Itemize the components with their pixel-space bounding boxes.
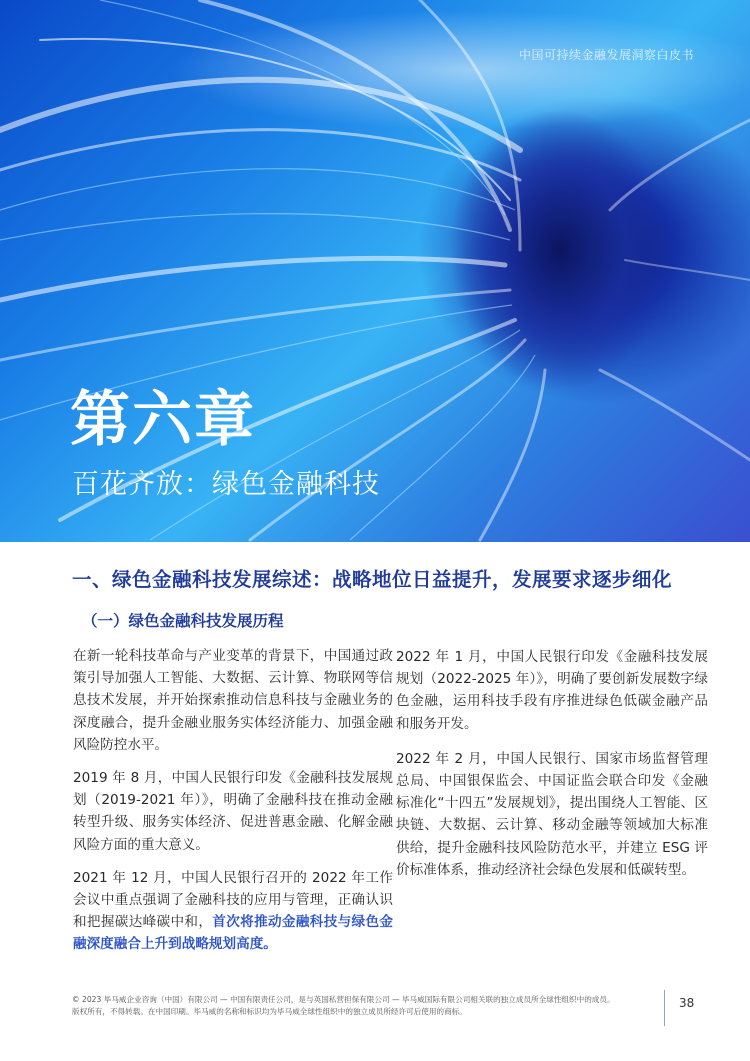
paragraph: 2022 年 1 月，中国人民银行印发《金融科技发展规划（2022-2025 年）》，明确了要创新发展数字绿色金融，运用科技手段有序推进绿色低碳金融产品和服务开发。 xyxy=(396,649,708,732)
highlighted-text: 首次将推动金融科技与绿色金融深度融合上升到战略规划高度。 xyxy=(73,914,394,953)
chapter-subtitle: 百花齐放：绿色金融科技 xyxy=(72,469,380,500)
paragraph xyxy=(73,867,393,956)
footer-divider xyxy=(664,990,665,1026)
left-column xyxy=(73,645,393,967)
footer-line: 版权所有，不得转载。在中国印刷。毕马威的名称和标识均为毕马威全球性组织中的独立成员所经许可后使用的商标。 xyxy=(72,1007,467,1016)
paragraph-text: 2021 年 12 月，中国人民银行召开的 2022 年工作会议中重点强调了金融科技的应用与管理，正确认识和把握碳达峰碳中和， xyxy=(73,869,393,931)
footer-line: © 2023 毕马威企业咨询（中国）有限公司 — 中国有限责任公司，是与英国私营担保有限公司 — 毕马威国际有限公司相关联的独立成员所全球性组织中的成员。 xyxy=(72,995,615,1004)
chapter-title: 第六章 xyxy=(70,385,256,455)
page-number: 38 xyxy=(679,996,695,1010)
footer-copyright xyxy=(72,994,652,1018)
paragraph: 2022 年 2 月，中国人民银行、国家市场监督管理总局、中国银保监会、中国证监会联合印发《金融标准化“十四五”发展规划》，提出围绕人工智能、区块链、大数据、云计算、移动金融等领域加大标准供给，提升金融科技风险防范水平，并建立 ESG 评价标准体系，推动经济社会绿色发展和低碳转型。 xyxy=(396,750,708,878)
paragraph: 在新一轮科技革命与产业变革的背景下，中国通过政策引导加强人工智能、大数据、云计算、物联网等信息技术发展，并开始探索推动信息科技与金融业务的深度融合，提升金融业服务实体经济能力、加强金融风险防控水平。 xyxy=(73,648,393,753)
section-heading: 一、绿色金融科技发展综述：战略地位日益提升，发展要求逐步细化 xyxy=(72,568,673,591)
document-header-title: 中国可持续金融发展洞察白皮书 xyxy=(518,48,694,62)
right-column xyxy=(396,646,708,894)
sub-heading: （一）绿色金融科技发展历程 xyxy=(82,612,284,630)
paragraph: 2019 年 8 月，中国人民银行印发《金融科技发展规划（2019-2021 年）》，明确了金融科技在推动金融转型升级、服务实体经济、促进普惠金融、化解金融风险方面的重大意义。 xyxy=(73,770,393,853)
